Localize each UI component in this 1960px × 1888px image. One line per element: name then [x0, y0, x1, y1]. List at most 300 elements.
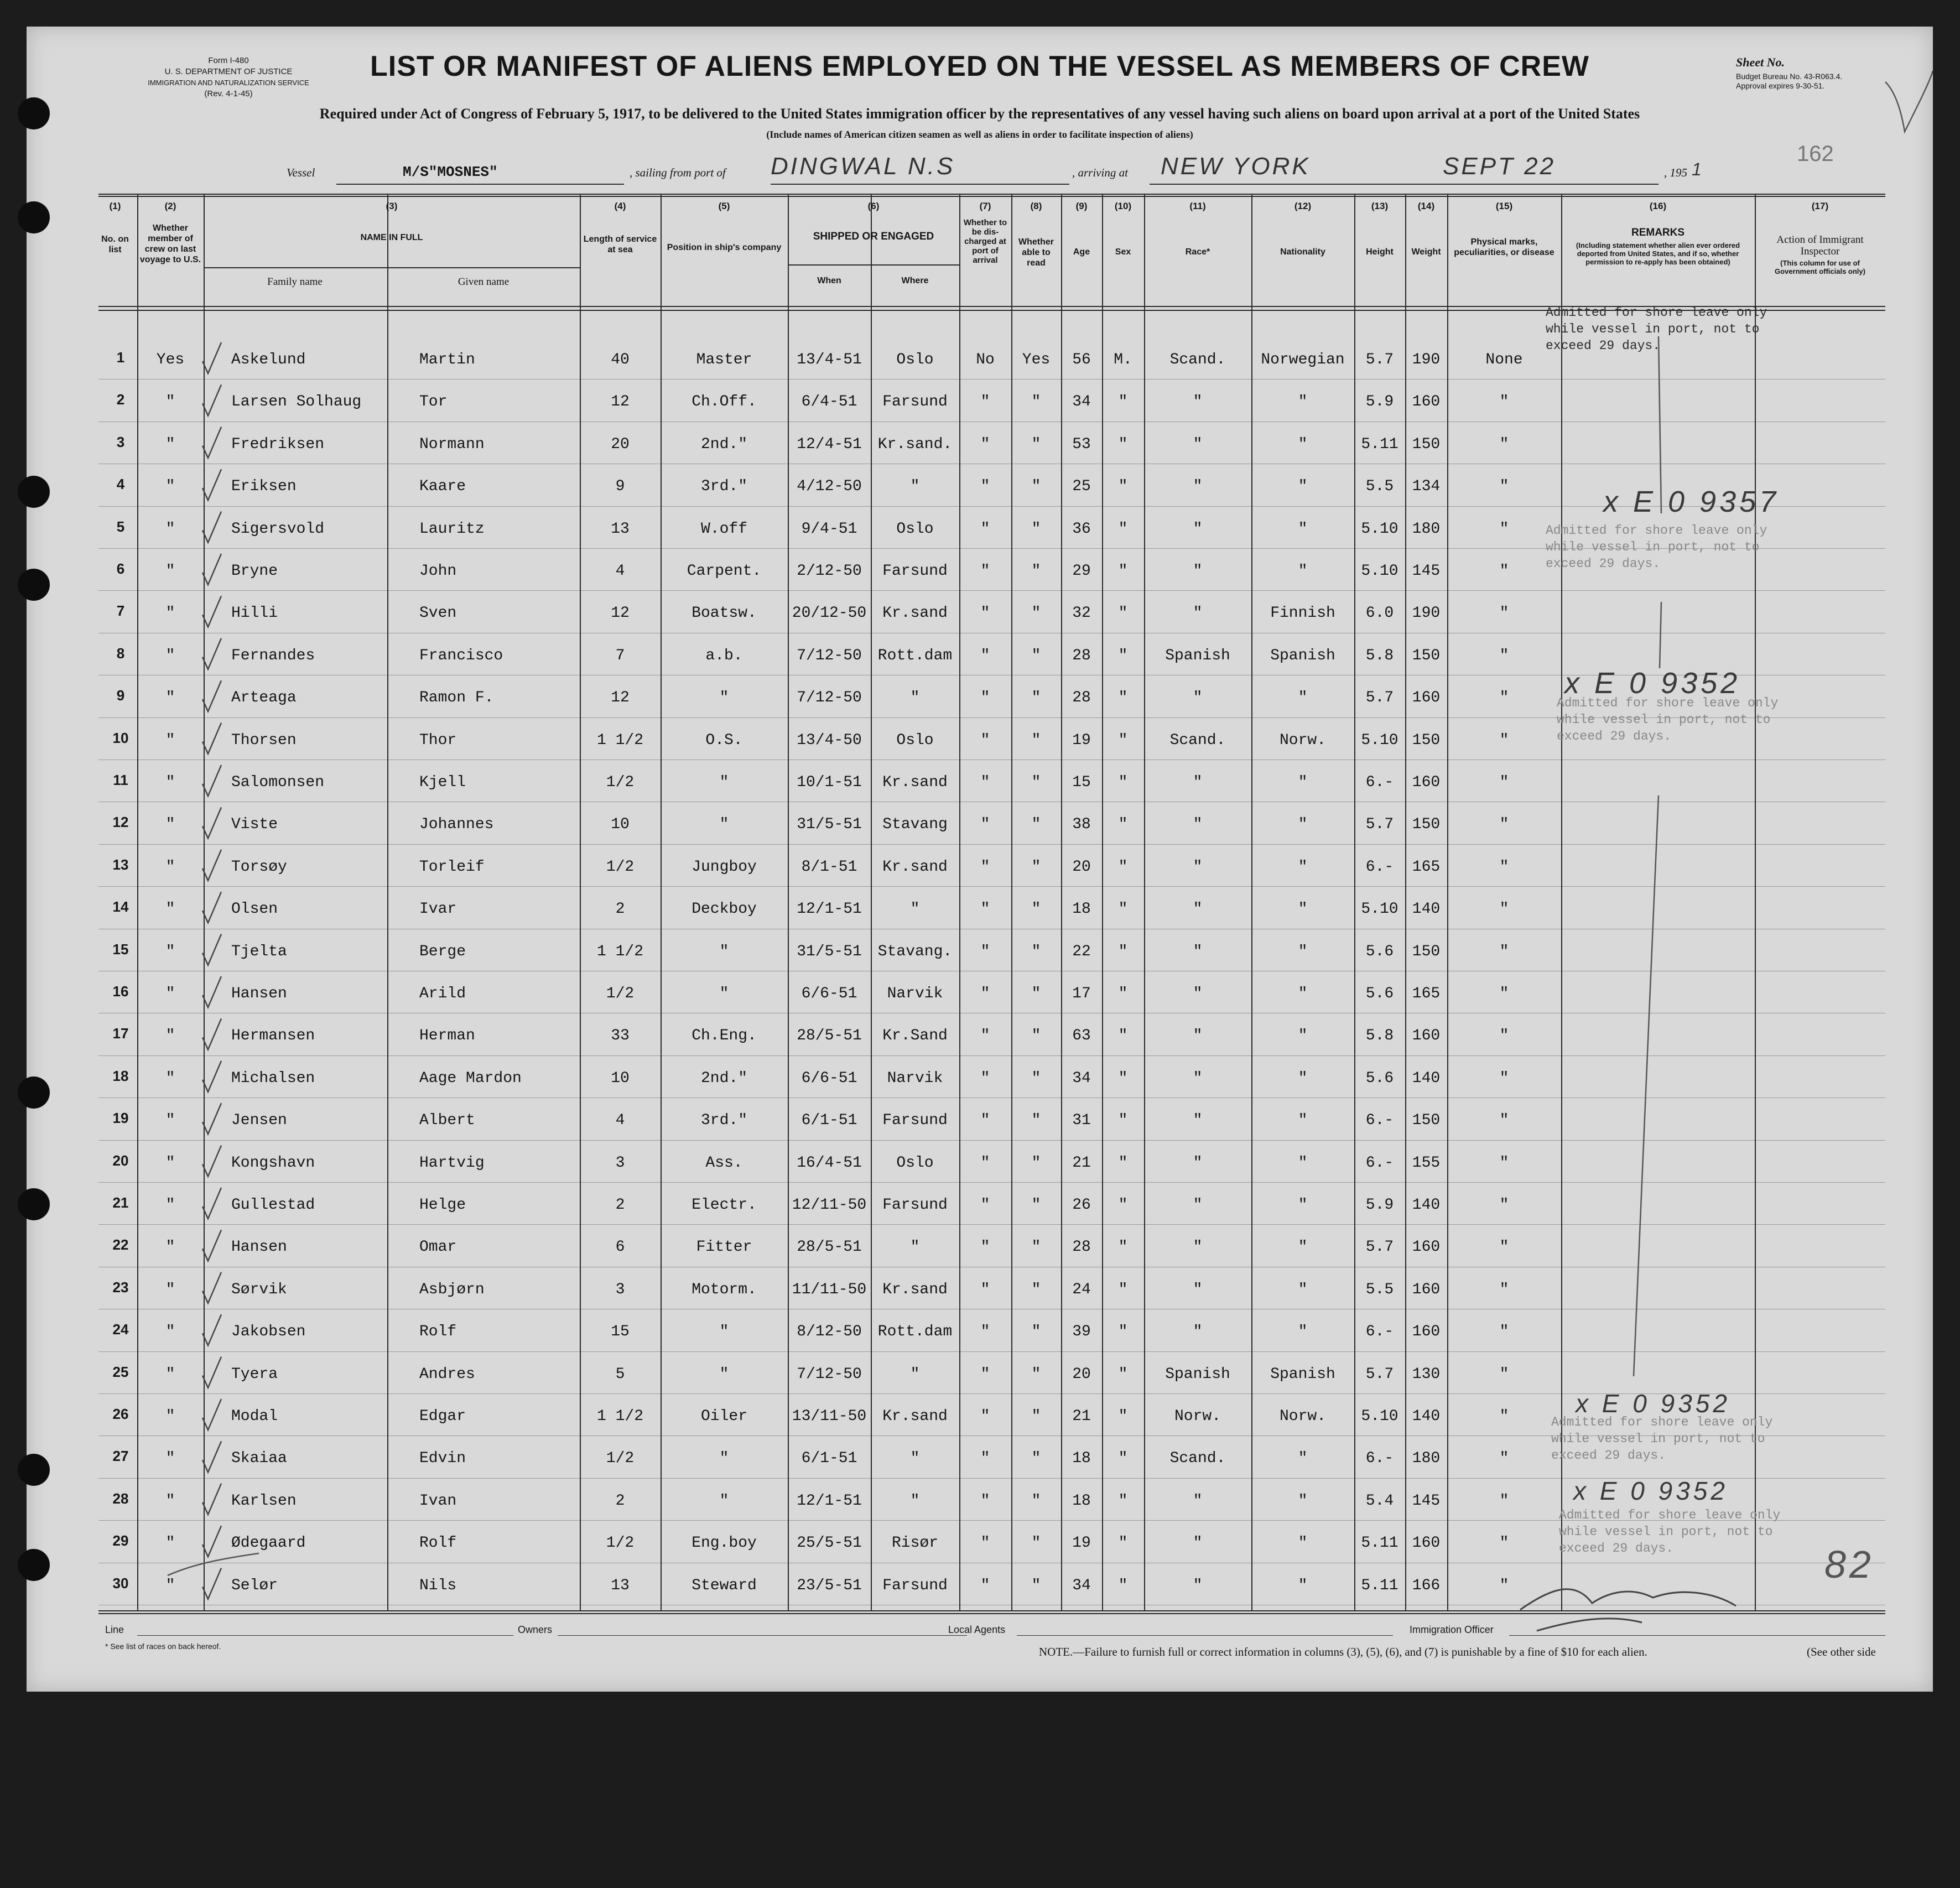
- physical-marks-cell: ": [1499, 1365, 1509, 1383]
- service-length-cell: 1/2: [606, 858, 635, 876]
- able-to-read-cell: ": [1031, 435, 1041, 453]
- age-cell: 34: [1072, 1577, 1091, 1594]
- weight-cell: 160: [1412, 1535, 1441, 1552]
- col11-label: Race*: [1185, 247, 1210, 257]
- last-voyage-cell: ": [165, 943, 175, 960]
- age-cell: 20: [1072, 1365, 1091, 1383]
- discharged-cell: ": [980, 1281, 990, 1298]
- age-cell: 19: [1072, 731, 1091, 749]
- given-name-cell: Herman: [419, 1027, 475, 1045]
- sex-cell: ": [1118, 435, 1128, 453]
- check-mark: [202, 1399, 221, 1430]
- height-cell: 5.11: [1361, 435, 1398, 453]
- able-to-read-cell: ": [1031, 1239, 1041, 1256]
- remark-line: exceed 29 days.: [1559, 1541, 1674, 1556]
- nationality-cell: ": [1298, 816, 1308, 834]
- nationality-cell: ": [1298, 1535, 1308, 1552]
- given-name-cell: Rolf: [419, 1323, 457, 1341]
- last-voyage-cell: ": [165, 1239, 175, 1256]
- col10-number: (10): [1114, 201, 1132, 211]
- check-mark: [202, 976, 221, 1007]
- include-statement: (Include names of American citizen seamen as well as aliens in order to facilitate inspection of aliens): [766, 129, 1193, 140]
- col14-label: Weight: [1411, 247, 1441, 257]
- shipped-when-cell: 28/5-51: [797, 1027, 862, 1045]
- age-cell: 53: [1072, 435, 1091, 453]
- shipped-where-cell: ": [910, 901, 920, 918]
- age-cell: 18: [1072, 1492, 1091, 1510]
- weight-cell: 145: [1412, 1492, 1441, 1510]
- sex-cell: ": [1118, 1239, 1128, 1256]
- check-mark: [202, 1018, 221, 1049]
- able-to-read-cell: ": [1031, 1365, 1041, 1383]
- sex-cell: ": [1118, 1408, 1128, 1425]
- sex-cell: ": [1118, 1577, 1128, 1594]
- given-name-cell: Andres: [419, 1365, 475, 1383]
- position-cell: ": [719, 1365, 729, 1383]
- physical-marks-cell: ": [1499, 1408, 1509, 1425]
- able-to-read-cell: ": [1031, 605, 1041, 622]
- penalty-note: NOTE.—Failure to furnish full or correct information in columns (3), (5), (6), and (7) is punishable by a fine of $10 for each alien.: [1039, 1645, 1647, 1658]
- row-number: 17: [112, 1025, 129, 1042]
- discharged-cell: ": [980, 731, 990, 749]
- age-cell: 34: [1072, 393, 1091, 411]
- races-footnote: * See list of races on back hereof.: [105, 1642, 221, 1651]
- shipped-where-cell: Stavang.: [877, 943, 953, 960]
- discharged-cell: ": [980, 858, 990, 876]
- race-cell: Scand.: [1169, 731, 1226, 749]
- physical-marks-cell: ": [1499, 1027, 1509, 1045]
- discharged-cell: ": [980, 1450, 990, 1468]
- shipped-where-cell: Farsund: [882, 563, 948, 580]
- physical-marks-cell: None: [1485, 351, 1523, 368]
- col13-number: (13): [1371, 201, 1389, 211]
- row-number: 19: [112, 1110, 129, 1127]
- nationality-cell: ": [1298, 478, 1308, 496]
- able-to-read-cell: ": [1031, 1069, 1041, 1087]
- footer-agents-label: Local Agents: [948, 1624, 1006, 1635]
- col6-number: (6): [867, 201, 880, 211]
- shipped-when-cell: 7/12-50: [797, 1365, 862, 1383]
- weight-cell: 150: [1412, 943, 1441, 960]
- position-cell: Ch.Off.: [692, 393, 757, 411]
- shipped-when-cell: 6/1-51: [801, 1112, 857, 1130]
- discharged-cell: ": [980, 689, 990, 707]
- last-voyage-cell: ": [165, 1027, 175, 1045]
- family-name-cell: Fredriksen: [231, 435, 325, 453]
- able-to-read-cell: ": [1031, 943, 1041, 960]
- race-cell: ": [1193, 393, 1203, 411]
- last-voyage-cell: ": [165, 774, 175, 791]
- remark-line: Admitted for shore leave only: [1546, 305, 1767, 320]
- race-cell: ": [1193, 1281, 1203, 1298]
- discharged-cell: ": [980, 435, 990, 453]
- height-cell: 5.10: [1361, 1408, 1398, 1425]
- position-cell: ": [719, 689, 729, 707]
- row-number: 9: [116, 687, 125, 704]
- last-voyage-cell: ": [165, 520, 175, 538]
- height-cell: 5.10: [1361, 520, 1398, 538]
- arrival-date: SEPT 22: [1443, 153, 1556, 180]
- family-name-cell: Hansen: [231, 1239, 287, 1256]
- weight-cell: 166: [1412, 1577, 1441, 1594]
- age-cell: 29: [1072, 563, 1091, 580]
- col3-given-label: Given name: [457, 276, 510, 288]
- page-number: 162: [1797, 142, 1834, 166]
- shipped-where-cell: Narvik: [887, 985, 943, 1002]
- weight-cell: 140: [1412, 1069, 1441, 1087]
- weight-cell: 190: [1412, 351, 1441, 368]
- race-cell: ": [1193, 1069, 1203, 1087]
- age-cell: 25: [1072, 478, 1091, 496]
- shipped-when-cell: 4/12-50: [797, 478, 862, 496]
- vessel-name: M/S"MOSNES": [403, 164, 498, 180]
- discharged-cell: ": [980, 1239, 990, 1256]
- last-voyage-cell: ": [165, 1365, 175, 1383]
- family-name-cell: Eriksen: [231, 478, 297, 496]
- check-mark: [202, 1568, 221, 1599]
- nationality-cell: ": [1298, 393, 1308, 411]
- service-length-cell: 1/2: [606, 1450, 635, 1468]
- race-cell: ": [1193, 689, 1203, 707]
- age-cell: 15: [1072, 774, 1091, 791]
- shipped-when-cell: 13/4-51: [797, 351, 862, 368]
- service-length-cell: 6: [615, 1239, 625, 1256]
- height-cell: 5.9: [1365, 393, 1394, 411]
- vessel-label: Vessel: [287, 166, 315, 179]
- race-cell: Scand.: [1169, 1450, 1226, 1468]
- nationality-cell: ": [1298, 1323, 1308, 1341]
- shipped-when-cell: 10/1-51: [797, 774, 862, 791]
- check-mark: [202, 1357, 221, 1388]
- height-cell: 5.5: [1365, 478, 1394, 496]
- row-number: 8: [116, 644, 125, 662]
- age-cell: 28: [1072, 647, 1091, 664]
- given-name-cell: Kaare: [419, 478, 466, 496]
- able-to-read-cell: ": [1031, 1112, 1041, 1130]
- physical-marks-cell: ": [1499, 1197, 1509, 1214]
- height-cell: 6.-: [1365, 1112, 1394, 1130]
- physical-marks-cell: ": [1499, 1577, 1509, 1594]
- shipped-when-cell: 6/6-51: [801, 1069, 857, 1087]
- service-length-cell: 1 1/2: [596, 1408, 643, 1425]
- given-name-cell: Edgar: [419, 1408, 466, 1425]
- height-cell: 5.10: [1361, 901, 1398, 918]
- sex-cell: ": [1118, 816, 1128, 834]
- shipped-where-cell: Rott.dam: [877, 647, 953, 664]
- height-cell: 5.7: [1365, 816, 1394, 834]
- col17-sublabel: (This column for use of Government officials only): [1775, 259, 1865, 275]
- family-name-cell: Ødegaard: [231, 1535, 306, 1552]
- race-cell: Scand.: [1169, 351, 1226, 368]
- remark-line: while vessel in port, not to: [1546, 540, 1760, 554]
- race-cell: ": [1193, 1197, 1203, 1214]
- shipped-when-cell: 9/4-51: [801, 520, 857, 538]
- row-number: 3: [116, 433, 125, 450]
- shipped-where-cell: Kr.sand: [882, 605, 948, 622]
- discharged-cell: ": [980, 1197, 990, 1214]
- height-cell: 5.7: [1365, 1239, 1394, 1256]
- row-number: 21: [112, 1194, 129, 1211]
- footer-line-rule: [137, 1635, 513, 1636]
- position-cell: Master: [696, 351, 752, 368]
- last-voyage-cell: ": [165, 689, 175, 707]
- row-number: 27: [112, 1448, 129, 1465]
- col13-label: Height: [1366, 247, 1394, 257]
- physical-marks-cell: ": [1499, 520, 1509, 538]
- nationality-cell: ": [1298, 1154, 1308, 1172]
- shipped-when-cell: 11/11-50: [792, 1281, 867, 1298]
- given-name-cell: Helge: [419, 1197, 466, 1214]
- shipped-where-cell: Kr.sand: [882, 1281, 948, 1298]
- position-cell: O.S.: [705, 731, 743, 749]
- nationality-cell: ": [1298, 943, 1308, 960]
- stamp-number-2: x E 0 9352: [1564, 667, 1741, 700]
- weight-cell: 165: [1412, 985, 1441, 1002]
- age-cell: 19: [1072, 1535, 1091, 1552]
- col14-number: (14): [1417, 201, 1435, 211]
- family-name-cell: Selør: [231, 1577, 278, 1594]
- race-cell: Spanish: [1165, 1365, 1230, 1383]
- physical-marks-cell: ": [1499, 1492, 1509, 1510]
- service-length-cell: 2: [615, 1492, 625, 1510]
- given-name-cell: Johannes: [419, 816, 494, 834]
- race-cell: ": [1193, 435, 1203, 453]
- row-number: 14: [112, 898, 129, 916]
- weight-cell: 160: [1412, 1323, 1441, 1341]
- col1-label: No. on list: [101, 235, 129, 254]
- shipped-where-cell: Kr.sand: [882, 1408, 948, 1425]
- remark-line: Admitted for shore leave only: [1551, 1415, 1773, 1429]
- family-name-cell: Hilli: [231, 605, 278, 622]
- last-voyage-cell: ": [165, 731, 175, 749]
- family-name-cell: Salomonsen: [231, 774, 325, 791]
- given-name-cell: Martin: [419, 351, 475, 368]
- physical-marks-cell: ": [1499, 393, 1509, 411]
- physical-marks-cell: ": [1499, 563, 1509, 580]
- col11-number: (11): [1189, 201, 1206, 211]
- service-length-cell: 10: [611, 1069, 630, 1087]
- service-length-cell: 15: [611, 1323, 630, 1341]
- height-cell: 5.6: [1365, 1069, 1394, 1087]
- sex-cell: ": [1118, 1365, 1128, 1383]
- family-name-cell: Sigersvold: [231, 520, 325, 538]
- able-to-read-cell: ": [1031, 1323, 1041, 1341]
- age-cell: 34: [1072, 1069, 1091, 1087]
- col6-where-label: Where: [901, 276, 929, 285]
- last-voyage-cell: ": [165, 393, 175, 411]
- last-voyage-cell: ": [165, 816, 175, 834]
- col5-number: (5): [718, 201, 730, 211]
- row-number: 30: [112, 1574, 129, 1591]
- row-number: 2: [116, 391, 125, 408]
- remark-line: exceed 29 days.: [1551, 1448, 1666, 1463]
- col4-label: Length of service at sea: [583, 235, 657, 254]
- last-voyage-cell: ": [165, 1408, 175, 1425]
- physical-marks-cell: ": [1499, 1450, 1509, 1468]
- last-voyage-cell: ": [165, 901, 175, 918]
- check-mark: [202, 1441, 221, 1472]
- sheet-number-label: Sheet No.: [1736, 55, 1785, 69]
- col7-number: (7): [979, 201, 991, 211]
- col2-label: Whether member of crew on last voyage to U.S.: [139, 223, 201, 264]
- race-cell: ": [1193, 1577, 1203, 1594]
- check-mark: [202, 469, 221, 500]
- family-name-cell: Larsen Solhaug: [231, 393, 362, 411]
- nationality-cell: ": [1298, 520, 1308, 538]
- shipped-where-cell: Rott.dam: [877, 1323, 953, 1341]
- shipped-where-cell: Kr.sand.: [877, 435, 953, 453]
- col4-number: (4): [614, 201, 626, 211]
- given-name-cell: Albert: [419, 1112, 475, 1130]
- sex-cell: ": [1118, 858, 1128, 876]
- discharged-cell: ": [980, 816, 990, 834]
- nationality-cell: Norwegian: [1261, 351, 1345, 368]
- footer-agents-rule: [1017, 1635, 1393, 1636]
- nationality-cell: ": [1298, 1197, 1308, 1214]
- sex-cell: ": [1118, 1027, 1128, 1045]
- height-cell: 5.7: [1365, 689, 1394, 707]
- height-cell: 5.4: [1365, 1492, 1394, 1510]
- race-cell: ": [1193, 985, 1203, 1002]
- height-cell: 5.6: [1365, 985, 1394, 1002]
- shipped-where-cell: Farsund: [882, 393, 948, 411]
- check-mark: [202, 1230, 221, 1261]
- family-name-cell: Torsøy: [231, 858, 287, 876]
- arriving-label: , arriving at: [1072, 166, 1128, 179]
- row-number: 6: [116, 560, 125, 577]
- col9-label: Age: [1073, 247, 1090, 257]
- col3-number: (3): [386, 201, 398, 211]
- nationality-cell: ": [1298, 563, 1308, 580]
- able-to-read-cell: ": [1031, 901, 1041, 918]
- discharged-cell: ": [980, 563, 990, 580]
- shipped-when-cell: 13/4-50: [797, 731, 862, 749]
- check-mark: [202, 384, 221, 415]
- able-to-read-cell: ": [1031, 858, 1041, 876]
- age-cell: 31: [1072, 1112, 1091, 1130]
- sex-cell: ": [1118, 1197, 1128, 1214]
- last-voyage-cell: ": [165, 647, 175, 664]
- sex-cell: ": [1118, 393, 1128, 411]
- height-cell: 6.-: [1365, 1323, 1394, 1341]
- col17-label: Action of Immigrant Inspector: [1776, 234, 1864, 257]
- footer-line-label: Line: [105, 1624, 124, 1635]
- weight-cell: 160: [1412, 393, 1441, 411]
- shipped-when-cell: 25/5-51: [797, 1535, 862, 1552]
- discharged-cell: ": [980, 1154, 990, 1172]
- stamp-number-1: x E 0 9357: [1603, 485, 1780, 518]
- race-cell: ": [1193, 1112, 1203, 1130]
- service-length-cell: 33: [611, 1027, 630, 1045]
- shipped-when-cell: 6/1-51: [801, 1450, 857, 1468]
- physical-marks-cell: ": [1499, 478, 1509, 496]
- age-cell: 22: [1072, 943, 1091, 960]
- service: IMMIGRATION AND NATURALIZATION SERVICE: [148, 79, 309, 87]
- weight-cell: 150: [1412, 731, 1441, 749]
- height-cell: 5.6: [1365, 943, 1394, 960]
- col3-family-label: Family name: [267, 276, 323, 288]
- given-name-cell: Ivan: [419, 1492, 457, 1510]
- discharged-cell: ": [980, 774, 990, 791]
- family-name-cell: Thorsen: [231, 731, 297, 749]
- col8-label: Whether able to read: [1018, 237, 1054, 268]
- check-mark: [202, 554, 221, 585]
- col1-number: (1): [109, 201, 121, 211]
- discharged-cell: ": [980, 1408, 990, 1425]
- family-name-cell: Tjelta: [231, 943, 287, 960]
- given-name-cell: Rolf: [419, 1535, 457, 1552]
- height-cell: 6.0: [1365, 605, 1394, 622]
- service-length-cell: 7: [615, 647, 625, 664]
- col15-number: (15): [1495, 201, 1513, 211]
- race-cell: ": [1193, 1492, 1203, 1510]
- service-length-cell: 1/2: [606, 985, 635, 1002]
- check-mark: [202, 1526, 221, 1557]
- given-name-cell: Normann: [419, 435, 485, 453]
- service-length-cell: 1/2: [606, 774, 635, 791]
- nationality-cell: Spanish: [1270, 647, 1335, 664]
- given-name-cell: Tor: [419, 393, 448, 411]
- nationality-cell: ": [1298, 1239, 1308, 1256]
- able-to-read-cell: ": [1031, 985, 1041, 1002]
- service-length-cell: 4: [615, 1112, 625, 1130]
- service-length-cell: 5: [615, 1365, 625, 1383]
- sex-cell: ": [1118, 478, 1128, 496]
- col16-label: REMARKS: [1631, 227, 1685, 238]
- shipped-when-cell: 13/11-50: [792, 1408, 867, 1425]
- able-to-read-cell: ": [1031, 563, 1041, 580]
- row-number: 20: [112, 1152, 129, 1169]
- last-voyage-cell: ": [165, 478, 175, 496]
- family-name-cell: Jensen: [231, 1112, 287, 1130]
- position-cell: Ch.Eng.: [692, 1027, 757, 1045]
- row-number: 5: [116, 518, 125, 535]
- sex-cell: ": [1118, 647, 1128, 664]
- check-mark: [202, 596, 221, 627]
- weight-cell: 155: [1412, 1154, 1441, 1172]
- position-cell: Boatsw.: [692, 605, 757, 622]
- last-voyage-cell: ": [165, 1535, 175, 1552]
- discharged-cell: ": [980, 1069, 990, 1087]
- position-cell: ": [719, 985, 729, 1002]
- weight-cell: 180: [1412, 520, 1441, 538]
- row-number: 11: [113, 772, 128, 788]
- physical-marks-cell: ": [1499, 647, 1509, 664]
- family-name-cell: Jakobsen: [231, 1323, 306, 1341]
- service-length-cell: 13: [611, 520, 630, 538]
- row-number: 23: [112, 1278, 129, 1296]
- nationality-cell: Norw.: [1279, 1408, 1326, 1425]
- shipped-where-cell: Oslo: [896, 351, 934, 368]
- weight-cell: 145: [1412, 563, 1441, 580]
- last-voyage-cell: ": [165, 435, 175, 453]
- weight-cell: 134: [1412, 478, 1441, 496]
- height-cell: 6.-: [1365, 1154, 1394, 1172]
- height-cell: 6.-: [1365, 774, 1394, 791]
- sex-cell: ": [1118, 1112, 1128, 1130]
- position-cell: W.off: [700, 520, 747, 538]
- physical-marks-cell: ": [1499, 1069, 1509, 1087]
- physical-marks-cell: ": [1499, 605, 1509, 622]
- height-cell: 5.11: [1361, 1577, 1398, 1594]
- position-cell: ": [719, 1492, 729, 1510]
- sex-cell: ": [1118, 985, 1128, 1002]
- shipped-where-cell: ": [910, 1365, 920, 1383]
- col12-number: (12): [1294, 201, 1312, 211]
- given-name-cell: Francisco: [419, 647, 503, 664]
- last-voyage-cell: ": [165, 1492, 175, 1510]
- discharged-cell: ": [980, 1027, 990, 1045]
